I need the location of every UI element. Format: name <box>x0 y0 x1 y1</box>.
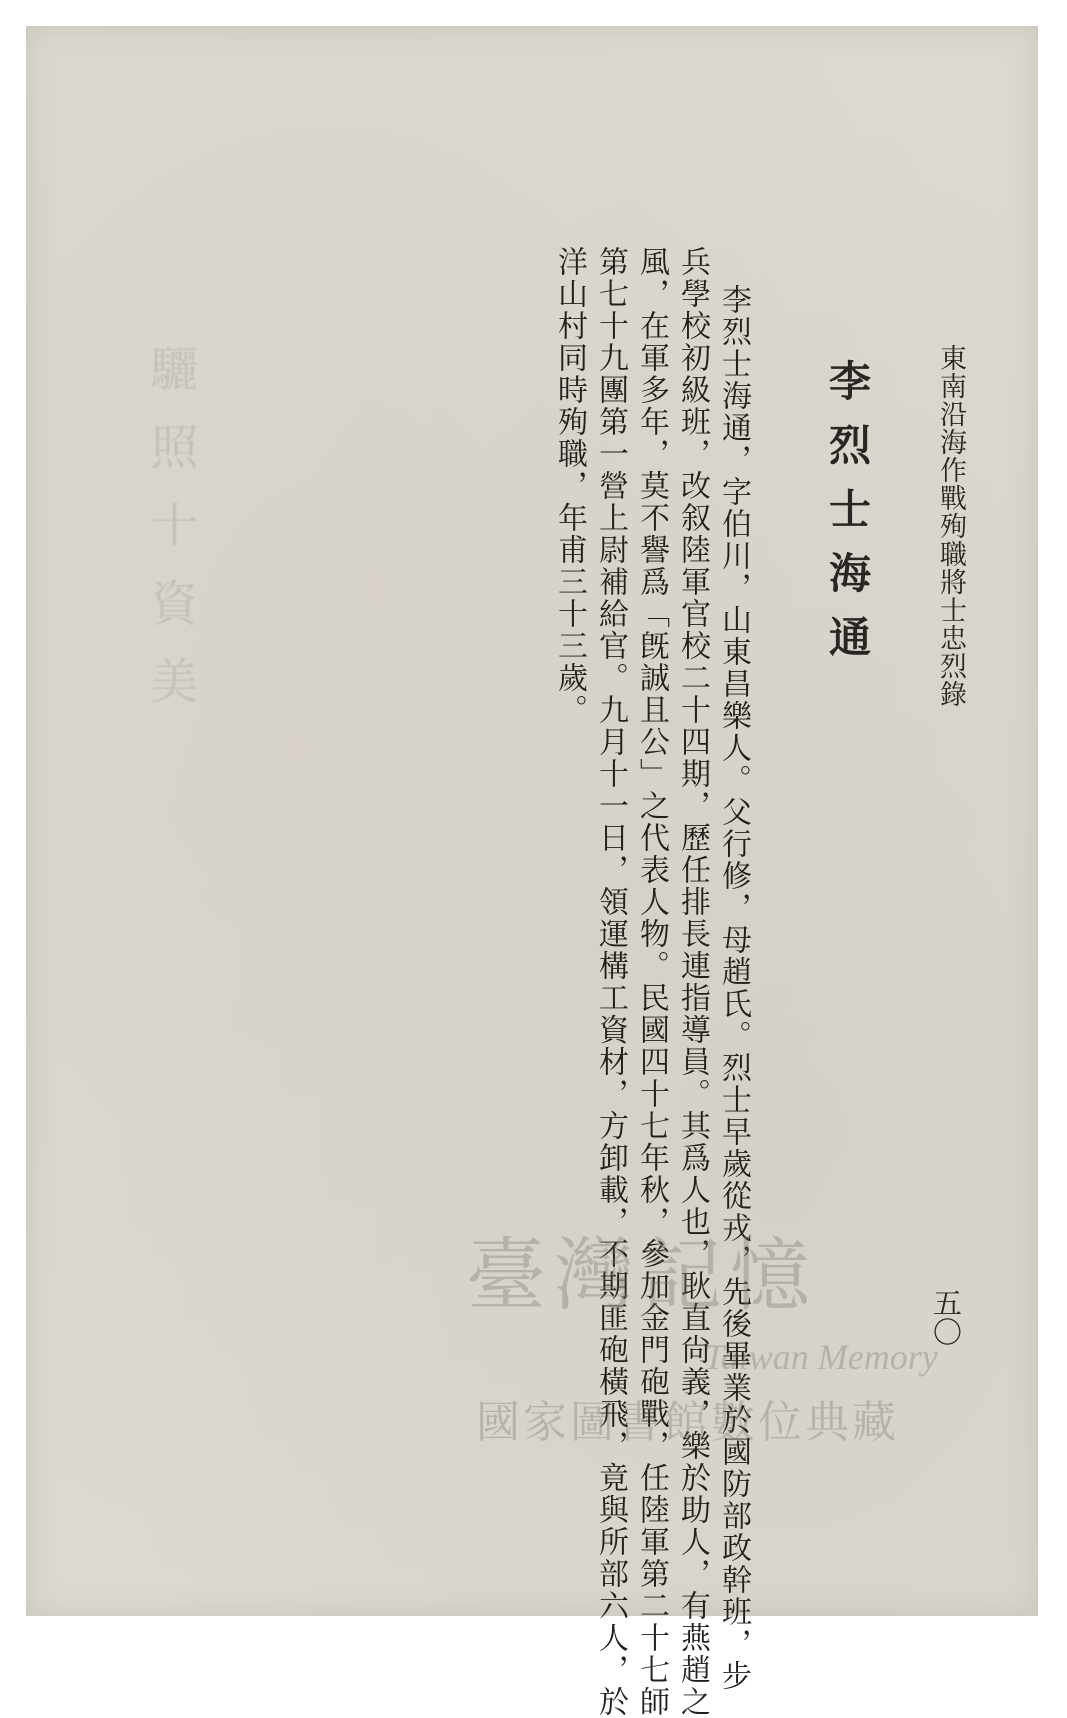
body-line: 第七十九團第一營上尉補給官。九月十一日，領運構工資材，方卸載，不期匪砲橫飛，竟與所部六人，於 <box>593 246 628 1718</box>
page-title: 李烈士海通 <box>823 359 872 679</box>
scanned-page <box>26 26 1038 1718</box>
body-line: 兵學校初級班，改叙陸軍官校二十四期，歷任排長連指導員。其爲人也，耿直尙義，樂於助人，有燕趙之 <box>675 246 710 1718</box>
page-number: 五〇 <box>929 1288 963 1346</box>
body-text <box>550 246 752 1718</box>
watermark-english: Taiwan Memory <box>704 1337 938 1377</box>
body-line: 洋山村同時殉職，年甫三十三歲。 <box>552 246 587 726</box>
watermark-logo: 臺灣記憶 <box>466 1229 818 1322</box>
body-line: 李烈士海通，字伯川，山東昌樂人。父行修，母趙氏。烈士早歲從戎，先後畢業於國防部政幹班，步 <box>716 284 751 1692</box>
body-line: 風，在軍多年，莫不譽爲「旣誠且公」之代表人物。民國四十七年秋，參加金門砲戰，任陸軍第二十七師 <box>634 246 669 1718</box>
bleed-through-text: 驪照十資美 <box>142 344 198 734</box>
running-header: 東南沿海作戰殉職將士忠烈錄 <box>935 344 966 708</box>
watermark-chinese: 國家圖書館數位典藏 <box>476 1397 899 1448</box>
